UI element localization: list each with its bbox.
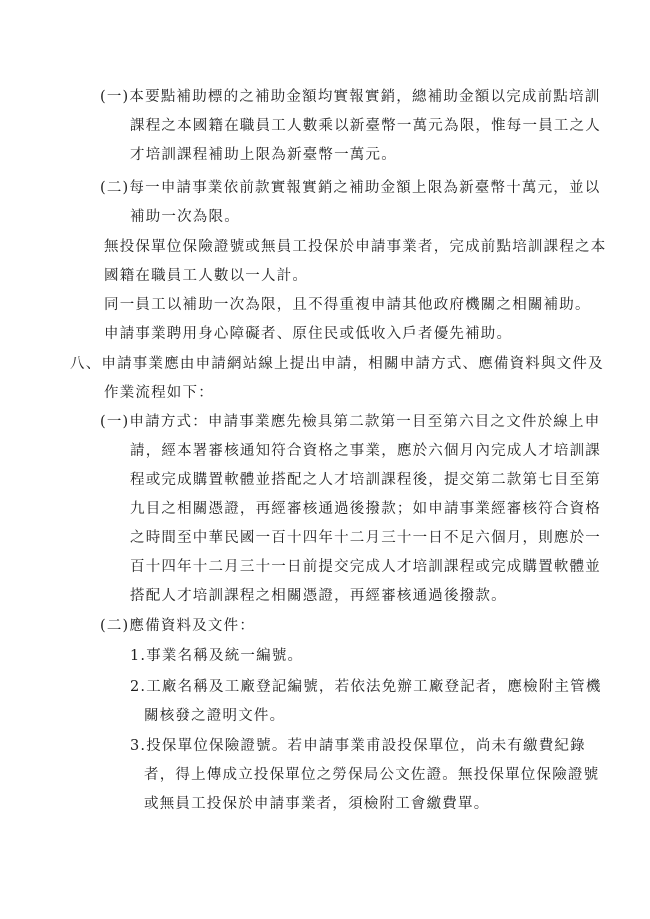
text-line: 九目之相關憑證，再經審核通過後撥款；如申請事業經審核符合資格 (130, 501, 601, 517)
text-line: (二)應備資料及文件： (100, 618, 256, 634)
text-line: 才培訓課程補助上限為新臺幣一萬元。 (130, 147, 397, 163)
text-line: 關核發之證明文件。 (144, 708, 286, 724)
list-item-2 (130, 673, 602, 731)
text-line: (一)申請方式：申請事業應先檢具第二款第一目至第六目之文件於線上申 (100, 414, 601, 430)
section-8 (70, 350, 604, 408)
list-item-1 (130, 642, 303, 671)
paragraph-priority (104, 320, 512, 349)
text-line: 或無員工投保於申請事業者，須檢附工會繳費單。 (144, 796, 490, 812)
subsection-2 (100, 174, 600, 232)
text-line: (一)本要點補助標的之補助金額均實報實銷，總補助金額以完成前點培訓 (100, 89, 601, 105)
section-8-subsection-1 (100, 408, 601, 611)
text-line: 同一員工以補助一次為限，且不得重複申請其他政府機關之相關補助。 (104, 297, 591, 313)
text-line: 程或完成購置軟體並搭配之人才培訓課程後，提交第二款第七目至第 (130, 472, 601, 488)
paragraph-no-insurance (104, 233, 606, 291)
list-item-3 (130, 732, 599, 819)
text-line: 作業流程如下： (104, 385, 214, 401)
paragraph-same-employee (104, 291, 591, 320)
text-line: 請，經本署審核通知符合資格之事業，應於六個月內完成人才培訓課 (130, 443, 601, 459)
text-line: 申請事業聘用身心障礙者、原住民或低收入戶者優先補助。 (104, 326, 513, 342)
text-line: 無投保單位保險證號或無員工投保於申請事業者，完成前點培訓課程之本 (104, 239, 607, 255)
text-line: 補助一次為限。 (130, 209, 240, 225)
text-line: 國籍在職員工人數以一人計。 (104, 268, 309, 284)
text-line: 2.工廠名稱及工廠登記編號，若依法免辦工廠登記者，應檢附主管機 (130, 679, 602, 695)
text-line: 百十四年十二月三十一日前提交完成人才培訓課程或完成購置軟體並 (130, 559, 601, 575)
text-line: 者，得上傳成立投保單位之勞保局公文佐證。無投保單位保險證號 (144, 767, 600, 783)
text-line: 課程之本國籍在職員工人數乘以新臺幣一萬元為限，惟每一員工之人 (130, 118, 601, 134)
text-line: 1.事業名稱及統一編號。 (130, 648, 304, 664)
section-8-subsection-2 (100, 612, 255, 641)
section-8-heading: 八、申請事業應由申請網站線上提出申請，相關申請方式、應備資料與文件及 (70, 356, 604, 372)
text-line: (二)每一申請事業依前款實報實銷之補助金額上限為新臺幣十萬元，並以 (100, 180, 601, 196)
subsection-1 (100, 83, 601, 170)
text-line: 之時間至中華民國一百十四年十二月三十一日不足六個月，則應於一 (130, 530, 601, 546)
text-line: 搭配人才培訓課程之相關憑證，再經審核通過後撥款。 (130, 588, 507, 604)
text-line: 3.投保單位保險證號。若申請事業甫設投保單位，尚未有繳費紀錄 (130, 738, 586, 754)
